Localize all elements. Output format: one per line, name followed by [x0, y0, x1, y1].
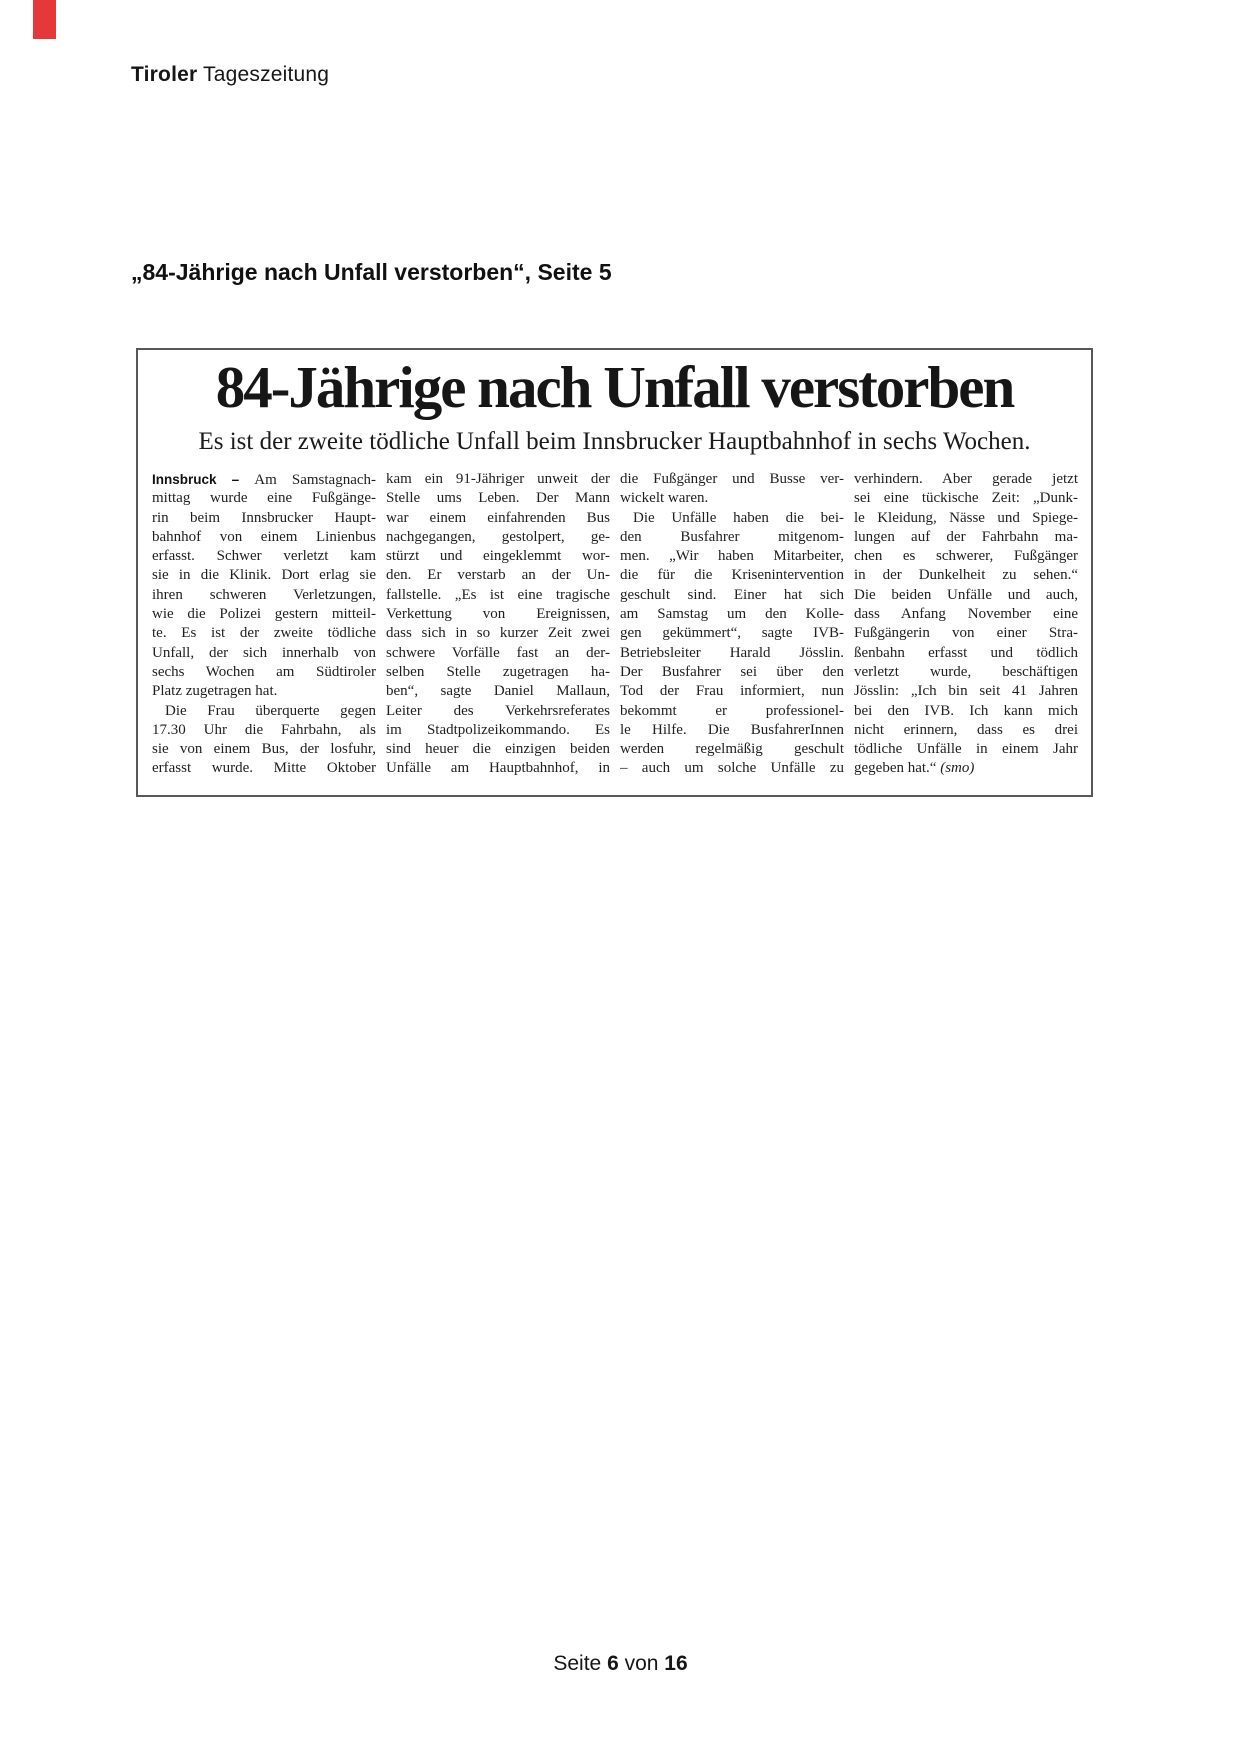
footer-total-pages: 16	[664, 1652, 688, 1675]
article-line: verhindern. Aber gerade jetzt	[854, 471, 1078, 487]
article-line: geschult sind. Einer hat sich	[620, 586, 844, 603]
article-line: in der Dunkelheit zu sehen.“	[854, 567, 1078, 584]
article-line: nachgegangen, gestolpert, ge-	[386, 528, 610, 545]
article-line: bei den IVB. Ich kann mich	[854, 702, 1078, 719]
article-line: gen gekümmert“, sagte IVB-	[620, 625, 844, 642]
article-line: te. Es ist der zweite tödliche	[152, 625, 376, 642]
article-line: den. Er verstarb an der Un-	[386, 567, 610, 584]
masthead	[131, 63, 329, 87]
article-line: sei eine tückische Zeit: „Dunk-	[854, 490, 1078, 507]
article-line: die für die Krisenintervention	[620, 567, 844, 584]
article-line: gegeben hat.“ (smo)	[854, 760, 975, 777]
article-line: Stelle ums Leben. Der Mann	[386, 490, 610, 507]
article-line: sie in die Klinik. Dort erlag sie	[152, 567, 376, 584]
article-line: ßenbahn erfasst und tödlich	[854, 644, 1078, 661]
article-line: sie von einem Bus, der losfuhr,	[152, 741, 376, 758]
article-line: den Busfahrer mitgenom-	[620, 528, 844, 545]
article-line: mittag wurde eine Fußgänge-	[152, 490, 376, 507]
article-dateline: Innsbruck –	[152, 472, 255, 487]
article-line: – auch um solche Unfälle zu	[620, 760, 844, 777]
article-line: chen es schwerer, Fußgänger	[854, 548, 1078, 565]
article-line: erfasst. Schwer verletzt kam	[152, 548, 376, 565]
article-column-4	[854, 470, 1078, 779]
article-line: Verkettung von Ereignissen,	[386, 606, 610, 623]
article-line: men. „Wir haben Mitarbeiter,	[620, 548, 844, 565]
article-line: erfasst wurde. Mitte Oktober	[152, 760, 376, 777]
article-line: Tod der Frau informiert, nun	[620, 683, 844, 700]
article-line: selben Stelle zugetragen ha-	[386, 663, 610, 680]
article-column-2	[386, 470, 610, 779]
article-line: 17.30 Uhr die Fahrbahn, als	[152, 721, 376, 738]
article-subheadline: Es ist der zweite tödliche Unfall beim Innsbrucker Hauptbahnhof in sechs Wochen.	[198, 428, 1031, 455]
article-line: kam ein 91-Jähriger unweit der	[386, 471, 610, 487]
article-line: bahnhof von einem Linienbus	[152, 528, 376, 545]
article-line: wickelt waren.	[620, 490, 709, 507]
article-line: Unfall, der sich innerhalb von	[152, 644, 376, 661]
article-line: schwere Vorfälle fast an der-	[386, 644, 610, 661]
article-line: sind heuer die einzigen beiden	[386, 741, 610, 758]
article-line: bekommt er professionel-	[620, 702, 844, 719]
article-line: ben“, sagte Daniel Mallaun,	[386, 683, 610, 700]
article-line: Die Unfälle haben die bei-	[633, 509, 844, 526]
article-line: Platz zugetragen hat.	[152, 683, 278, 700]
article-line: Fußgängerin von einer Stra-	[854, 625, 1078, 642]
article-line: werden regelmäßig geschult	[620, 741, 844, 758]
article-line: dass sich in so kurzer Zeit zwei	[386, 625, 610, 642]
article-line: Die Frau überquerte gegen	[165, 702, 376, 719]
article-line: verletzt wurde, beschäftigen	[854, 663, 1078, 680]
red-corner-mark	[33, 0, 56, 39]
article-line: stürzt und eingeklemmt wor-	[386, 548, 610, 565]
article-line: Der Busfahrer sei über den	[620, 663, 844, 680]
article-line: die Fußgänger und Busse ver-	[620, 471, 844, 487]
footer-label: Seite	[553, 1652, 602, 1675]
article-line: war einem einfahrenden Bus	[386, 509, 610, 526]
article-line: Unfälle am Hauptbahnhof, in	[386, 760, 610, 777]
footer-page-number: 6	[607, 1652, 619, 1675]
article-line: lungen auf der Fahrbahn ma-	[854, 528, 1078, 545]
article-line: Innsbruck – Am Samstagnach-	[152, 472, 376, 488]
article-line: Jösslin: „Ich bin seit 41 Jahren	[854, 683, 1078, 700]
page-footer	[0, 1652, 1241, 1676]
article-line: Leiter des Verkehrsreferates	[386, 702, 610, 719]
article-columns	[152, 470, 1077, 779]
newspaper-clipping	[136, 348, 1093, 797]
article-column-3	[620, 470, 844, 779]
masthead-brand-bold: Tiroler	[131, 63, 198, 86]
footer-of: von	[624, 1652, 659, 1675]
article-line: im Stadtpolizeikommando. Es	[386, 721, 610, 738]
article-line: dass Anfang November eine	[854, 606, 1078, 623]
article-headline: 84-Jährige nach Unfall verstorben	[215, 354, 1014, 420]
reference-line: „84-Jährige nach Unfall verstorben“, Seite 5	[131, 259, 612, 285]
article-line: Betriebsleiter Harald Jösslin.	[620, 644, 844, 661]
article-line: sechs Wochen am Südtiroler	[152, 663, 376, 680]
article-line: ihren schweren Verletzungen,	[152, 586, 376, 603]
article-line: fallstelle. „Es ist eine tragische	[386, 586, 610, 603]
article-line: am Samstag um den Kolle-	[620, 606, 844, 623]
article-line: rin beim Innsbrucker Haupt-	[152, 509, 376, 526]
article-column-1	[152, 470, 376, 779]
article-line: wie die Polizei gestern mitteil-	[152, 606, 376, 623]
masthead-brand-rest: Tageszeitung	[197, 63, 330, 86]
article-byline: (smo)	[940, 760, 975, 777]
article-line: tödliche Unfälle in einem Jahr	[854, 741, 1078, 758]
article-line: Die beiden Unfälle und auch,	[854, 586, 1078, 603]
article-line: le Kleidung, Nässe und Spiege-	[854, 509, 1078, 526]
article-line: le Hilfe. Die BusfahrerInnen	[620, 721, 844, 738]
article-line: nicht erinnern, dass es drei	[854, 721, 1078, 738]
